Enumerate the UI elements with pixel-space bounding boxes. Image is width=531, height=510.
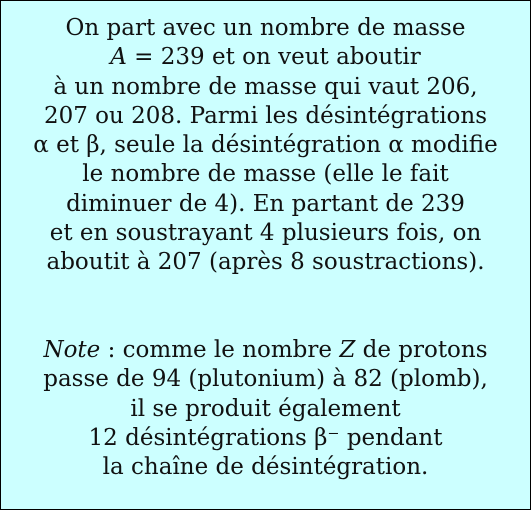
explanation-paragraph bbox=[1, 14, 530, 278]
line: 207 ou 208. Parmi les désintégrations bbox=[43, 102, 488, 129]
line: la chaîne de désintégration. bbox=[102, 454, 429, 481]
line: On part avec un nombre de masse bbox=[65, 15, 466, 41]
line: il se produit également bbox=[130, 395, 401, 422]
note-paragraph bbox=[1, 336, 530, 482]
line: diminuer de 4). En partant de 239 bbox=[66, 190, 465, 217]
line: α et β, seule la désintégration α modifie bbox=[33, 132, 498, 159]
line: passe de 94 (plutonium) à 82 (plomb), bbox=[43, 366, 488, 393]
line: aboutit à 207 (après 8 soustractions). bbox=[46, 249, 485, 276]
variable-z: Z bbox=[339, 337, 356, 363]
line: le nombre de masse (elle le fait bbox=[82, 161, 449, 188]
line-text: : comme le nombre bbox=[100, 337, 340, 363]
line-text: de protons bbox=[355, 337, 488, 363]
variable-a: A bbox=[110, 44, 127, 71]
line: 12 désintégrations β⁻ pendant bbox=[88, 424, 443, 451]
note-label: Note bbox=[43, 337, 101, 363]
line: et en soustrayant 4 plusieurs fois, on bbox=[49, 220, 482, 247]
line: à un nombre de masse qui vaut 206, bbox=[53, 73, 478, 100]
line bbox=[1, 43, 530, 72]
line bbox=[1, 336, 530, 365]
line-text: = 239 et on veut aboutir bbox=[126, 44, 421, 71]
